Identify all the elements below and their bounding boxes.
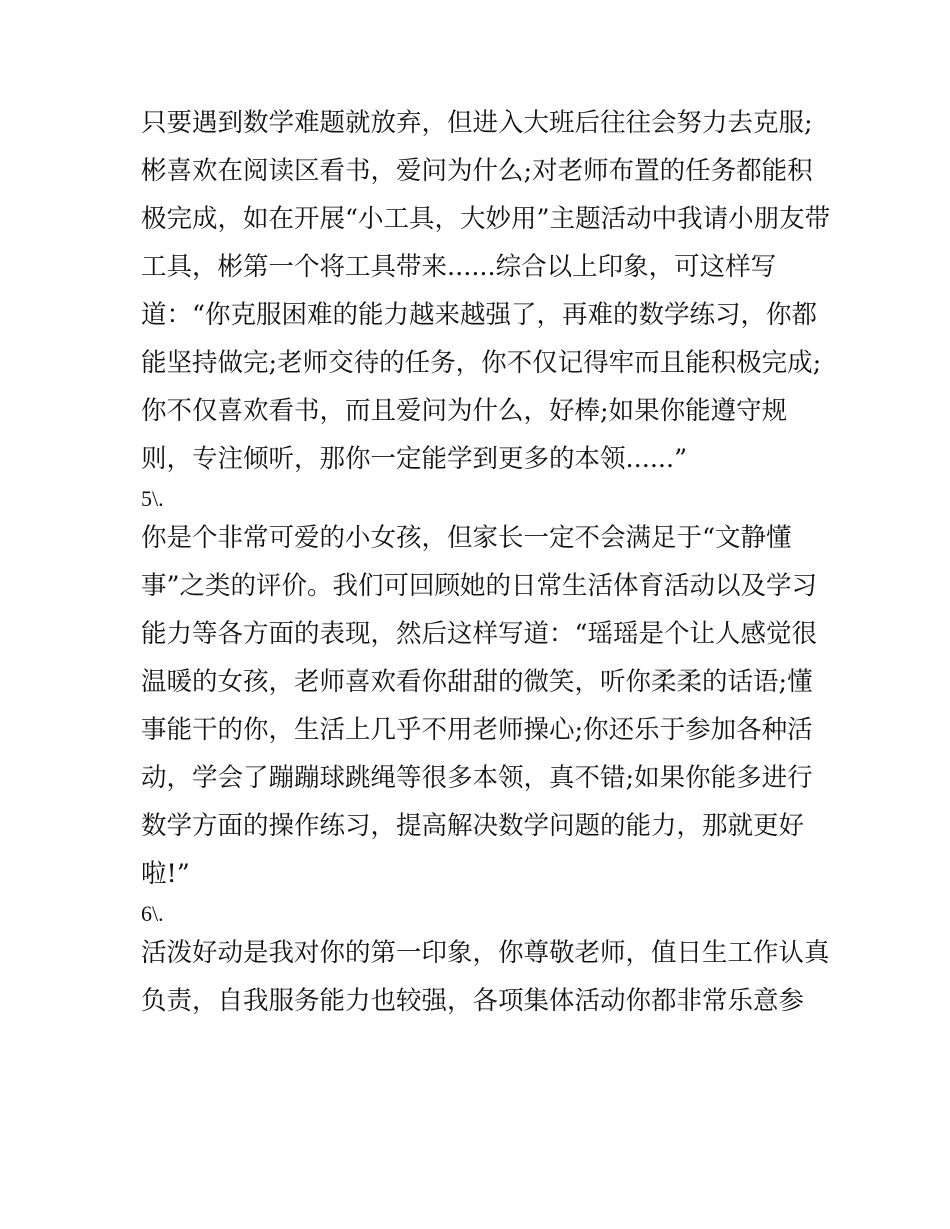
text-line: 事能干的你，生活上几乎不用老师操心;你还乐于参加各种活 [141, 715, 813, 745]
document-body [141, 101, 831, 1027]
text-line: 能力等各方面的表现，然后这样写道：“瑶瑶是个让人感觉很 [141, 619, 818, 649]
text-line: 数学方面的操作练习，提高解决数学问题的能力，那就更好 [141, 811, 805, 841]
text-line: 负责，自我服务能力也较强，各项集体活动你都非常乐意参 [141, 986, 805, 1016]
text-line: 能坚持做完;老师交待的任务，你不仅记得牢而且能积极完成; [141, 348, 822, 378]
text-line: 道：“你克服困难的能力越来越强了，再难的数学练习，你都 [141, 300, 818, 330]
text-line: 彬喜欢在阅读区看书，爱问为什么;对老师布置的任务都能积 [141, 156, 813, 186]
text-line: 动，学会了蹦蹦球跳绳等很多本领，真不错;如果你能多进行 [141, 763, 813, 793]
text-line: 啦!” [141, 859, 190, 889]
text-line: 则，专注倾听，那你一定能学到更多的本领......” [141, 444, 688, 474]
text-line: 事”之类的评价。我们可回顾她的日常生活体育活动以及学习 [141, 571, 818, 601]
text-line: 工具，彬第一个将工具带来......综合以上印象，可这样写 [141, 252, 777, 282]
text-line: 温暖的女孩，老师喜欢看你甜甜的微笑，听你柔柔的话语;懂 [141, 667, 813, 697]
text-line: 只要遇到数学难题就放弃，但进入大班后往往会努力去克服; [141, 108, 813, 138]
text-line: 你是个非常可爱的小女孩，但家长一定不会满足于“文静懂 [141, 523, 792, 553]
text-line: 你不仅喜欢看书，而且爱问为什么，好棒;如果你能遵守规 [141, 396, 788, 426]
section-number: 5\. [141, 486, 164, 511]
text-line: 活泼好动是我对你的第一印象，你尊敬老师，值日生工作认真 [141, 938, 830, 968]
text-line: 极完成，如在开展“小工具，大妙用”主题活动中我请小朋友带 [141, 204, 831, 234]
section-number: 6\. [141, 901, 164, 926]
